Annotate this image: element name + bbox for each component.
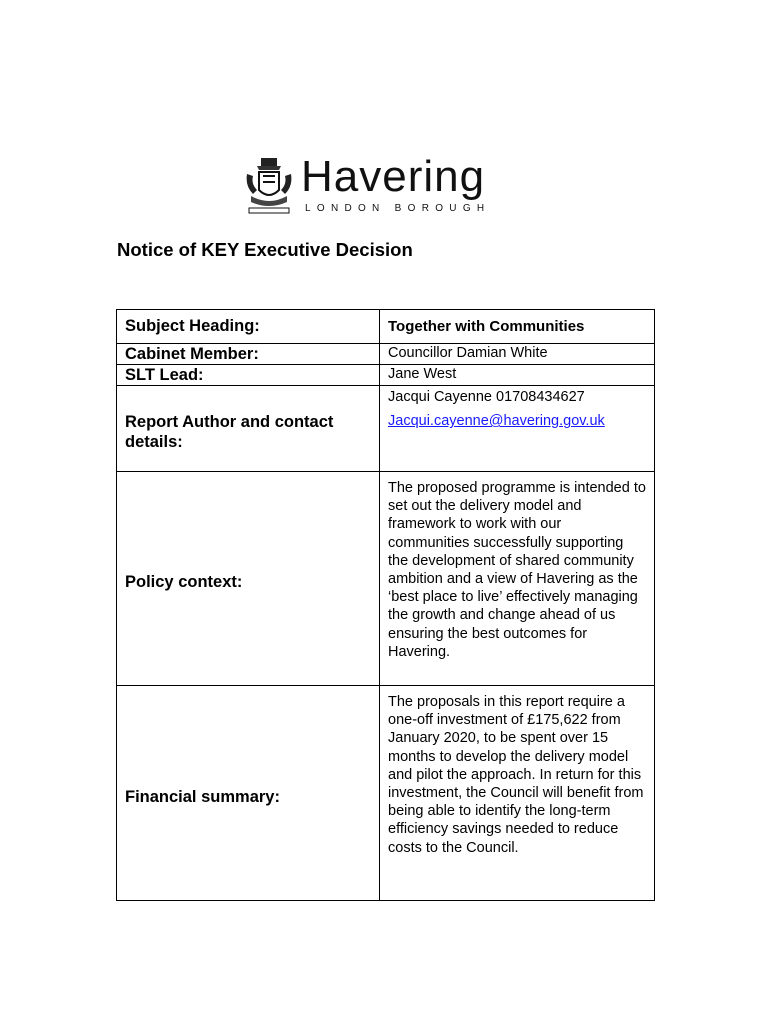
logo-wordmark: Havering: [301, 152, 486, 201]
borough-crest-icon: [243, 156, 295, 216]
slt-label: SLT Lead:: [125, 366, 204, 384]
slt-value-cell: [380, 365, 655, 386]
policy-label: Policy context:: [125, 573, 243, 591]
page-title: Notice of KEY Executive Decision: [117, 239, 413, 260]
logo-subtitle: LONDON BOROUGH: [305, 203, 491, 214]
policy-label-cell: [117, 472, 380, 686]
financial-label-cell: [117, 686, 380, 901]
financial-label: Financial summary:: [125, 787, 280, 806]
cabinet-value-cell: [380, 344, 655, 365]
subject-label: Subject Heading:: [125, 317, 260, 335]
author-label: Report Author and contact details:: [125, 413, 334, 451]
slt-label-cell: [117, 365, 380, 386]
author-value-cell: [380, 386, 655, 472]
cabinet-value: Councillor Damian White: [388, 345, 548, 361]
author-email-link[interactable]: Jacqui.cayenne@havering.gov.uk: [388, 413, 605, 430]
table-row: [117, 365, 655, 386]
subject-label-cell: [117, 310, 380, 344]
slt-value: Jane West: [388, 366, 457, 382]
decision-table: [116, 309, 655, 901]
subject-value-cell: [380, 310, 655, 344]
cabinet-label: Cabinet Member:: [125, 345, 259, 363]
table-row: [117, 344, 655, 365]
table-row: [117, 386, 655, 472]
author-label-cell: [117, 386, 380, 472]
subject-value: Together with Communities: [388, 318, 585, 335]
author-name: Jacqui Cayenne 01708434627: [388, 389, 585, 405]
cabinet-label-cell: [117, 344, 380, 365]
policy-value: The proposed programme is intended to set out the delivery model and framework to work with our communities successfully supporting the development of shared community ambition and a view of Havering as the ‘best place to live’ effectively managing the growth and change ahead of us ensuring the best outcomes for Havering.: [388, 480, 646, 660]
financial-value-cell: [380, 686, 655, 901]
table-row: [117, 472, 655, 686]
policy-value-cell: [380, 472, 655, 686]
financial-value: The proposals in this report require a one-off investment of £175,622 from January 2020, to be spent over 15 months to develop the delivery model and pilot the approach. In return for this investment, the Council will benefit from being able to identify the long-term efficiency savings needed to reduce costs to the Council.: [388, 694, 644, 856]
table-row: [117, 310, 655, 344]
havering-logo: [243, 152, 523, 218]
table-row: [117, 686, 655, 901]
